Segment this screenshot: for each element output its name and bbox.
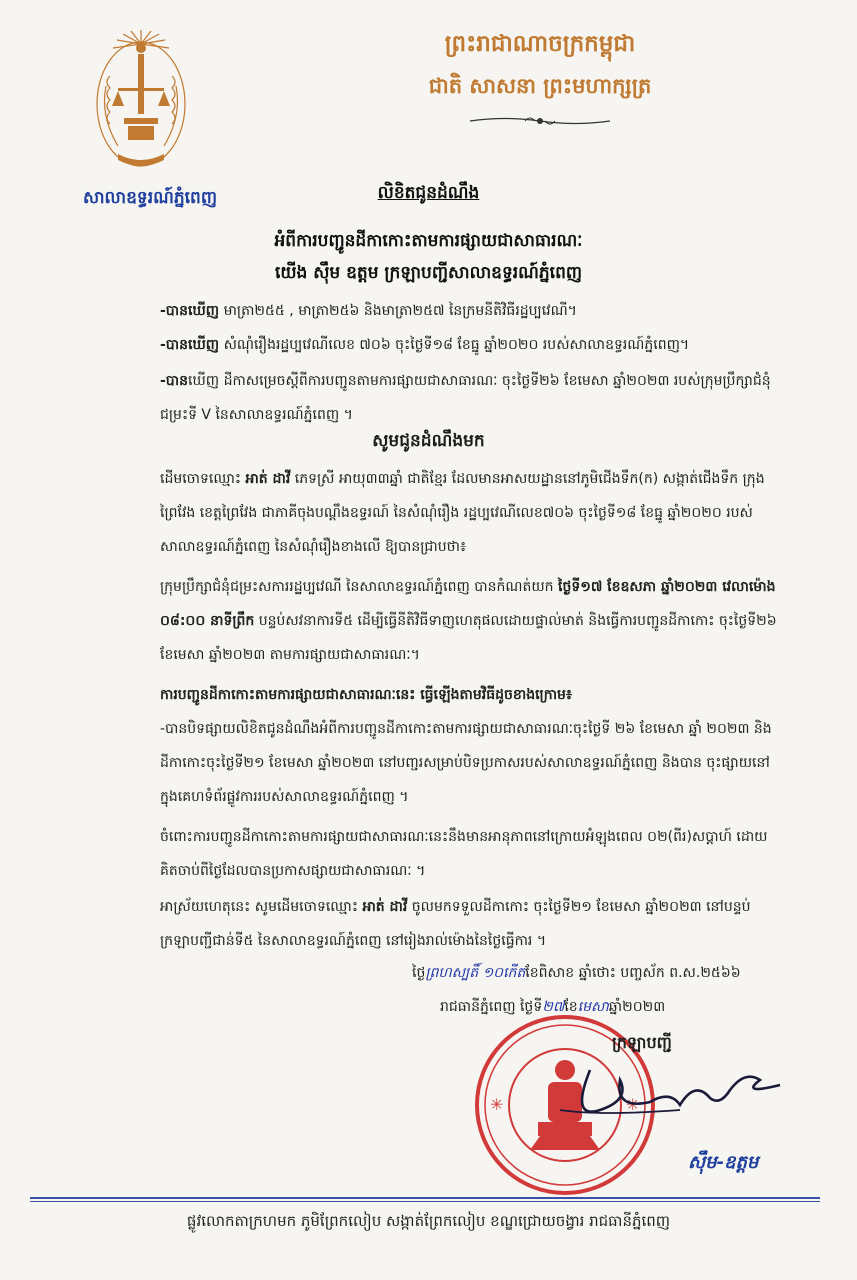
p1-text-b: ភេទស្រី អាយុ៣៣ឆ្នាំ ជាតិខ្មែរ ដែលមានអាសយដ្ឋាននៅភូមិជើងទឹក(ក) សង្កាត់ជើងទឹក ក្រុងព្រៃវែង ខេត្តព្រៃវែង ជាភាគីចុងបណ្តឹងឧទ្ធរណ៍ នៃសំណុំរឿង រដ្ឋប្បវេណីលេខ៧០៦ ចុះថ្ងៃទី១៨ ខែធ្នូ ឆ្នាំ២០២០ របស់សាលាឧទ្ធរណ៍ភ្នំពេញ នៃសំណុំរឿងខាងលើ ឱ្យបានជ្រាបថា៖ — [160, 471, 765, 555]
seen-label: -បានឃើញ — [160, 303, 220, 319]
solar-month-fill: មេសា — [577, 999, 609, 1015]
seen-item — [160, 294, 780, 328]
notice-subheading: សូមជូនដំណឹងមក — [372, 431, 485, 451]
footer-divider — [30, 1197, 820, 1199]
hearing-date: ថ្ងៃទី១៧ ខែឧសភា ឆ្នាំ២០២៣ វេលាម៉ោង ០៨:០០ នាទីព្រឹក — [160, 579, 776, 629]
plaintiff-name: អាត់ ដាវី — [362, 899, 408, 915]
seen-text: ឃើញ ដីកាសម្រេចស្តីពីការបញ្ជូនតាមការផ្សាយជាសាធារណៈ ចុះថ្ងៃទី២៦ ខែមេសា ឆ្នាំ២០២៣ របស់ក្រុមប្រឹក្សាជំនុំជម្រះទី V នៃសាលាឧទ្ធរណ៍ភ្នំពេញ ។ — [160, 373, 771, 423]
court-emblem-icon — [88, 26, 194, 176]
solar-year: ឆ្នាំ២០២៣ — [608, 999, 666, 1015]
signer-title: ក្រឡាបញ្ជី — [612, 1033, 672, 1052]
body-paragraph-6 — [160, 890, 780, 958]
seen-text: មាត្រា២៥៥ , មាត្រា២៥៦ និងមាត្រា២៥៧ នៃក្រមនីតិវិធីរដ្ឋប្បវេណី។ — [219, 303, 577, 319]
kingdom-title: ព្រះរាជាណាចក្រកម្ពុជា — [444, 30, 636, 57]
body-paragraph-2 — [160, 570, 780, 672]
solar-prefix: រាជធានីភ្នំពេញ ថ្ងៃទី — [440, 999, 543, 1015]
plaintiff-name: អាត់ ដាវី — [245, 471, 291, 487]
solar-day-fill: ២៧ — [542, 999, 565, 1015]
seen-item — [160, 328, 780, 362]
letter-issuer: យើង ស៊ឹម ឧត្តម ក្រឡាបញ្ជីសាលាឧទ្ធរណ៍ភ្នំពេញ — [274, 263, 583, 283]
letter-subject: អំពីការបញ្ជូនដីកាកោះតាមការផ្សាយជាសាធារណៈ — [274, 231, 583, 251]
p6-text-a: អាស្រ័យហេតុនេះ សូមដើមចោទឈ្មោះ — [160, 899, 363, 915]
lunar-suffix: ខែពិសាខ ឆ្នាំថោះ បញ្ចស័ក ព.ស.២៥៦៦ — [525, 965, 741, 981]
method-heading: ការបញ្ជូនដីកាកោះតាមការផ្សាយជាសាធារណៈនេះ ធ្វើឡើងតាមវិធីដូចខាងក្រោម៖ — [160, 687, 573, 703]
body-paragraph-5: ចំពោះការបញ្ជូនដីកាកោះតាមការផ្សាយជាសាធារណៈនេះនឹងមានអានុភាពនៅក្រោយអំឡុងពេល ០២(ពីរ)សប្តាហ៍ ដោយគិតចាប់ពីថ្ងៃដែលបានប្រកាសផ្សាយជាសាធារណៈ ។ — [160, 829, 768, 879]
seen-label: -បានឃើញ — [160, 337, 220, 353]
lunar-date-line — [412, 963, 741, 984]
kingdom-heading — [320, 30, 760, 104]
body-paragraph-4: -បានបិទផ្សាយលិខិតជូនដំណឹងអំពីការបញ្ជូនដីកាកោះតាមការផ្សាយជាសាធារណៈចុះថ្ងៃទី ២៦ ខែមេសា ឆ្នាំ ២០២៣ និងដីកាកោះចុះថ្ងៃទី២១ ខែមេសា ឆ្នាំ២០២៣ នៅបញ្ជរសម្រាប់បិទប្រកាសរបស់សាលាឧទ្ធរណ៍ភ្នំពេញ និងបាន ចុះផ្សាយនៅ ក្នុងគេហទំព័រផ្លូវការរបស់សាលាឧទ្ធរណ៍ភ្នំពេញ ។ — [160, 721, 772, 805]
seen-text: សំណុំរឿងរដ្ឋប្បវេណីលេខ ៧០៦ ចុះថ្ងៃទី១៨ ខែធ្នូ ឆ្នាំ២០២០ របស់សាលាឧទ្ធរណ៍ភ្នំពេញ។ — [219, 337, 690, 353]
handwritten-signature-icon — [560, 1050, 800, 1130]
footer-divider — [30, 1201, 820, 1202]
court-name: សាលាឧទ្ធរណ៍ភ្នំពេញ — [82, 188, 218, 208]
seen-item — [160, 364, 780, 432]
svg-text:✳: ✳ — [490, 1095, 504, 1114]
seen-label: -បាន — [160, 373, 189, 389]
national-motto: ជាតិ សាសនា ព្រះមហាក្សត្រ — [428, 73, 652, 98]
svg-text:✳: ✳ — [626, 1095, 640, 1114]
lunar-prefix: ថ្ងៃ — [412, 965, 426, 981]
p2-text-a: ក្រុមប្រឹក្សាជំនុំជម្រះសការរដ្ឋប្បវេណី នៃសាលាឧទ្ធរណ៍ភ្នំពេញ បានកំណត់យក — [160, 579, 559, 595]
p6-text-b: ចូលមកទទួលដីកាកោះ ចុះថ្ងៃទី២១ ខែមេសា ឆ្នាំ២០២៣ នៅបន្ទប់ក្រឡាបញ្ជីជាន់ទី៥ នៃសាលាឧទ្ធរណ៍ភ្នំពេញ នៅរៀងរាល់ម៉ោងនៃថ្ងៃធ្វើការ ។ — [160, 899, 751, 949]
p2-text-b: បន្ទប់សវនាការទី៥ ដើម្បីធ្វើនីតិវិធីទាញហេតុផលដោយផ្ទាល់មាត់ និងធ្វើការបញ្ជូនដីកាកោះ ចុះថ្ងៃទី២៦ ខែមេសា ឆ្នាំ២០២៣ តាមការផ្សាយជាសាធារណៈ។ — [160, 613, 777, 663]
letter-title: លិខិតជូនដំណឹង — [377, 183, 480, 203]
ornament-divider-icon — [465, 112, 615, 130]
lunar-day-fill: ព្រហស្បតិ៍ ១០កើត — [425, 965, 526, 981]
signer-name: ស៊ឹម-ឧត្តម — [688, 1152, 759, 1173]
p1-text-a: ដើមចោទឈ្មោះ — [160, 471, 246, 487]
footer-address: ផ្លូវលោកតាក្រហមក ភូមិព្រែកលៀប សង្កាត់ព្រែកលៀប ខណ្ឌជ្រោយចង្វារ រាជធានីភ្នំពេញ — [186, 1212, 671, 1230]
body-paragraph-1 — [160, 462, 780, 564]
solar-month-label: ខែ — [564, 999, 578, 1015]
